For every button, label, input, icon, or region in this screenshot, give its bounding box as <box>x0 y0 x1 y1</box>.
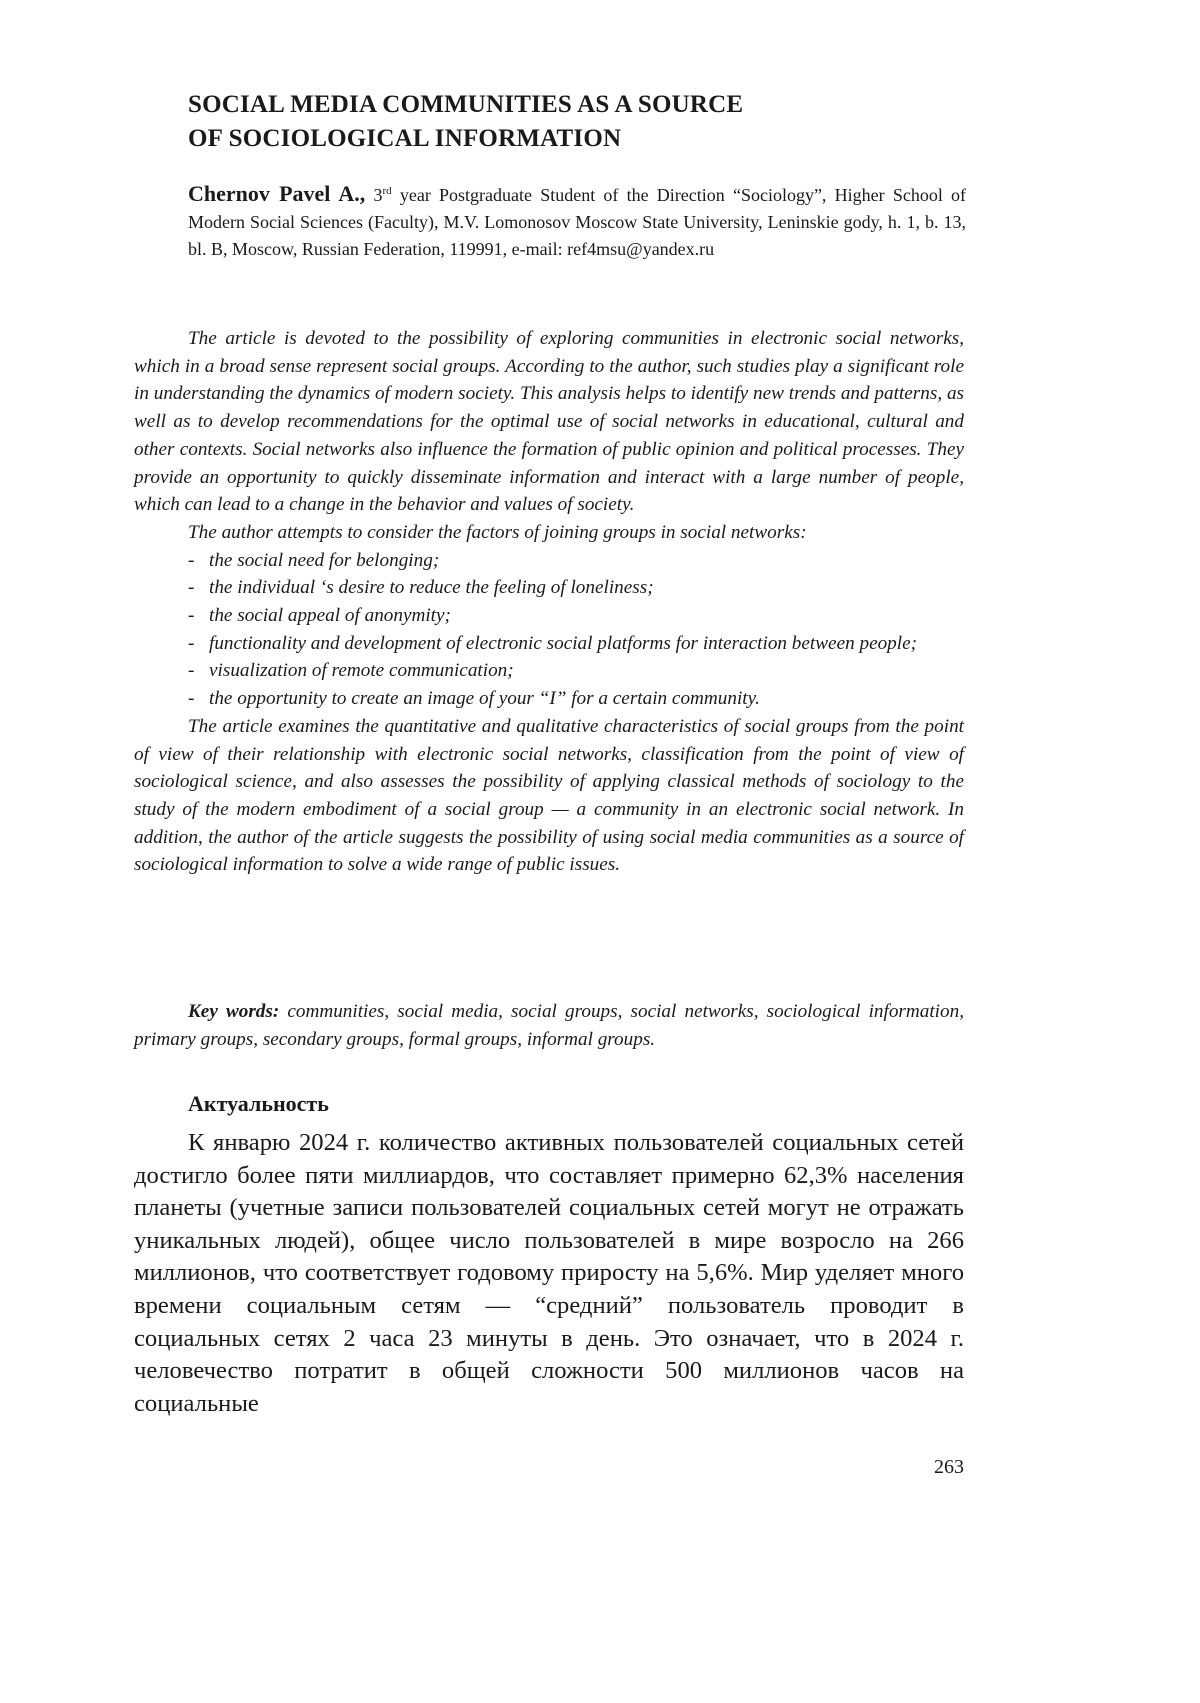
factors-list <box>134 547 964 713</box>
body-paragraph: К январю 2024 г. количество активных пользователей социальных сетей достигло более пяти миллиардов, что составляет примерно 62,3% населения планеты (учетные записи пользователей социальных сетей могут не отражать уникальных людей), общее число пользователей в мире возросло на 266 миллионов, что соответствует годовому приросту на 5,6%. Мир уделяет много времени социальным сетям — “средний” пользователь проводит в социальных сетях 2 часа 23 минуты в день. Это означает, что в 2024 г. человечество потратит в общей сложности 500 миллионов часов на социальные <box>134 1129 964 1417</box>
author-year-suffix: rd <box>382 185 392 197</box>
factor-item: - the individual ‘s desire to reduce the feeling of loneliness; <box>188 574 964 602</box>
factor-item: - the social appeal of anonymity; <box>188 602 964 630</box>
abstract-paragraph-1: The article is devoted to the possibility of exploring communities in electronic social networks, which in a broad sense represent social groups. According to the author, such studies play a significant role in understanding the dynamics of modern society. This analysis helps to identify new trends and patterns, as well as to develop recommendations for the optimal use of social networks in educational, cultural and other contexts. Social networks also influence the formation of public opinion and political processes. They provide an opportunity to quickly disseminate information and interact with a large number of people, which can lead to a change in the behavior and values of society. <box>134 328 964 516</box>
section-heading: Актуальность <box>188 1091 329 1116</box>
factor-item: - the opportunity to create an image of your “I” for a certain community. <box>188 685 964 713</box>
factor-item: - functionality and development of electronic social platforms for interaction between people; <box>188 630 964 658</box>
factor-item: - visualization of remote communication; <box>188 657 964 685</box>
article-title-line-1: SOCIAL MEDIA COMMUNITIES AS A SOURCE <box>188 91 744 118</box>
factor-item: - the social need for belonging; <box>188 547 964 575</box>
article-title <box>188 88 908 156</box>
article-title-line-2: OF SOCIOLOGICAL INFORMATION <box>188 125 622 152</box>
keywords <box>134 998 964 1054</box>
keywords-label: Key words: <box>188 1001 280 1022</box>
author-year-number: 3 <box>373 185 383 205</box>
author-info <box>188 180 966 263</box>
author-email: e-mail: ref4msu@yandex.ru <box>511 239 715 259</box>
keywords-text: communities, social media, social groups, social networks, sociological information, primary groups, secondary groups, formal groups, informal groups. <box>134 1001 964 1050</box>
abstract <box>134 325 964 879</box>
page-number: 263 <box>934 1456 964 1478</box>
author-affiliation: year Postgraduate Student of the Direction “Sociology”, Higher School of Modern Social Sciences (Faculty), M.V. Lomonosov Moscow State University, Leninskie gody, h. 1, b. 13, bl. B, Moscow, Russian Federation, 119991, <box>188 185 967 259</box>
abstract-paragraph-2: The author attempts to consider the factors of joining groups in social networks: <box>188 521 807 543</box>
author-name: Chernov Pavel A., <box>188 181 366 206</box>
abstract-paragraph-3: The article examines the quantitative and qualitative characteristics of social groups from the point of view of their relationship with electronic social networks, classification from the point of view of sociological science, and also assesses the possibility of applying classical methods of sociology to the study of the modern embodiment of a social group — a community in an electronic social network. In addition, the author of the article suggests the possibility of using social media communities as a source of sociological information to solve a wide range of public issues. <box>134 715 964 876</box>
